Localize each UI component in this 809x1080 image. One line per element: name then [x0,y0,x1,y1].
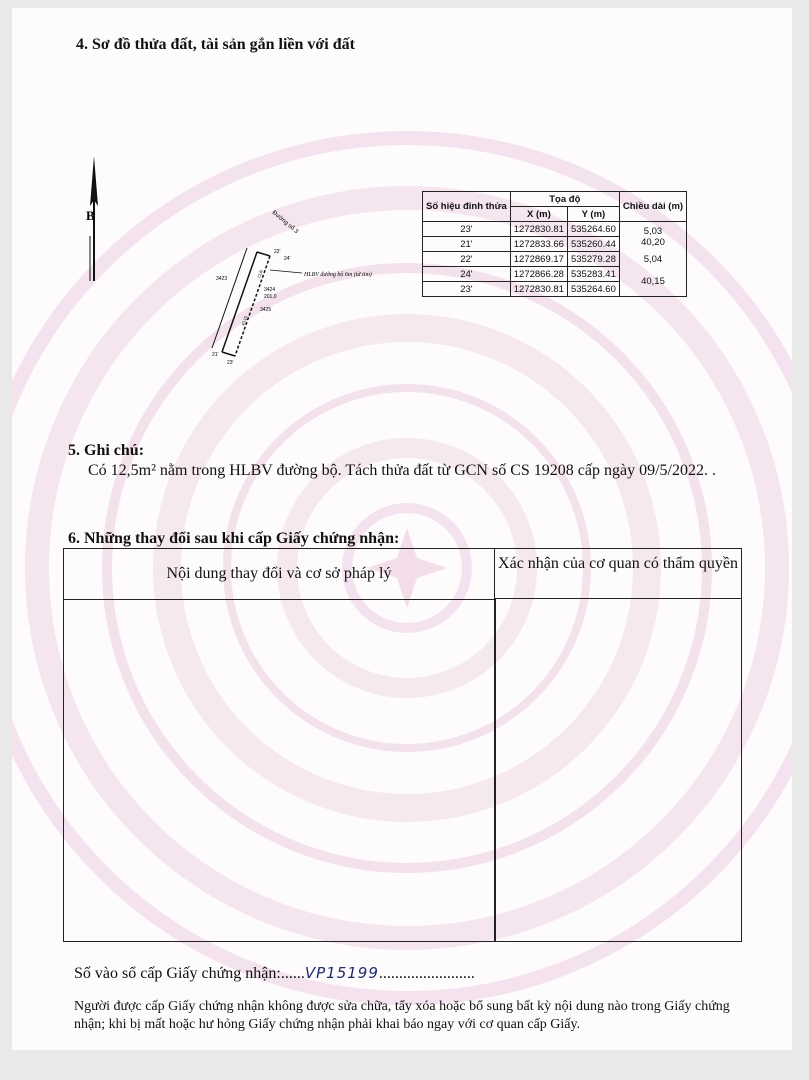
row-x: 1272830.81 [510,282,567,297]
header-length: Chiều dài (m) [619,192,686,222]
column-confirm-header: Xác nhận của cơ quan có thẩm quyền [495,549,741,599]
note-text: Có 12,5m² nằm trong HLBV đường bộ. Tách thửa đất từ GCN số CS 19208 cấp ngày 09/5/2022. . [88,462,716,479]
row-point: 22' [423,252,511,267]
corridor-label: HLBV đường bộ 6m (từ tim) [304,272,372,278]
header-coords: Tọa độ [510,192,619,207]
length-cell: 5,03 40,20 [619,222,686,252]
road-label: Đường số 3 [270,209,300,236]
row-x: 1272869.17 [510,252,567,267]
length-cell: 40,15 [619,267,686,297]
row-y: 535279.28 [567,252,619,267]
length-cell: 5,04 [619,252,686,267]
parcel-number: 3424 [264,287,276,293]
row-point: 21' [423,237,511,252]
edge-label-length: 40,15 [240,315,249,327]
registration-label: Số vào sổ cấp Giấy chứng nhận: [74,965,281,982]
header-point: Số hiệu đỉnh thửa [423,192,511,222]
row-point: 23' [423,282,511,297]
certificate-page [12,8,792,1050]
point-label-23: 23' [227,360,234,366]
point-label-21: 21' [212,352,219,358]
row-point: 24' [423,267,511,282]
table-row [423,222,687,237]
section-4-title: 4. Sơ đồ thửa đất, tài sản gắn liền với đất [76,36,355,53]
table-row [423,267,687,282]
row-y: 535264.60 [567,222,619,237]
header-x: X (m) [510,207,567,222]
row-x: 1272830.81 [510,222,567,237]
changes-table [63,548,742,942]
point-label-24: 24' [284,256,291,262]
row-point: 23' [423,222,511,237]
parcel-sketch [202,198,422,368]
table-row [423,252,687,267]
row-y: 535260.44 [567,237,619,252]
neighbor-right: 3425 [260,307,272,313]
row-x: 1272866.28 [510,267,567,282]
point-label-22: 22' [274,249,281,255]
footer-warning: Người được cấp Giấy chứng nhận không được sửa chữa, tẩy xóa hoặc bổ sung bất kỳ nội dung nào trong Giấy chứng nhận; khi bị mất hoặc hư hỏng Giấy chứng nhận phải khai báo ngay với cơ quan cấp Giấy. [74,999,730,1032]
edge-label-cln: CLN [256,269,264,279]
section-6-title: 6. Những thay đổi sau khi cấp Giấy chứng nhận: [68,530,400,547]
column-content-header: Nội dung thay đổi và cơ sở pháp lý [64,549,495,600]
registration-number [74,964,475,983]
row-y: 535264.60 [567,282,619,297]
parcel-area: 201,0 [264,294,277,300]
registration-handwritten-number: VP15199 [304,964,379,982]
registration-dots-after: ........................ [378,965,475,982]
column-divider [494,599,496,941]
row-y: 535283.41 [567,267,619,282]
row-x: 1272833.66 [510,237,567,252]
north-label: B [86,208,95,223]
section-5-title: 5. Ghi chú: [68,442,145,459]
header-y: Y (m) [567,207,619,222]
neighbor-left: 3423 [216,276,228,282]
coordinate-table [422,191,687,297]
registration-dots: ...... [280,965,305,982]
